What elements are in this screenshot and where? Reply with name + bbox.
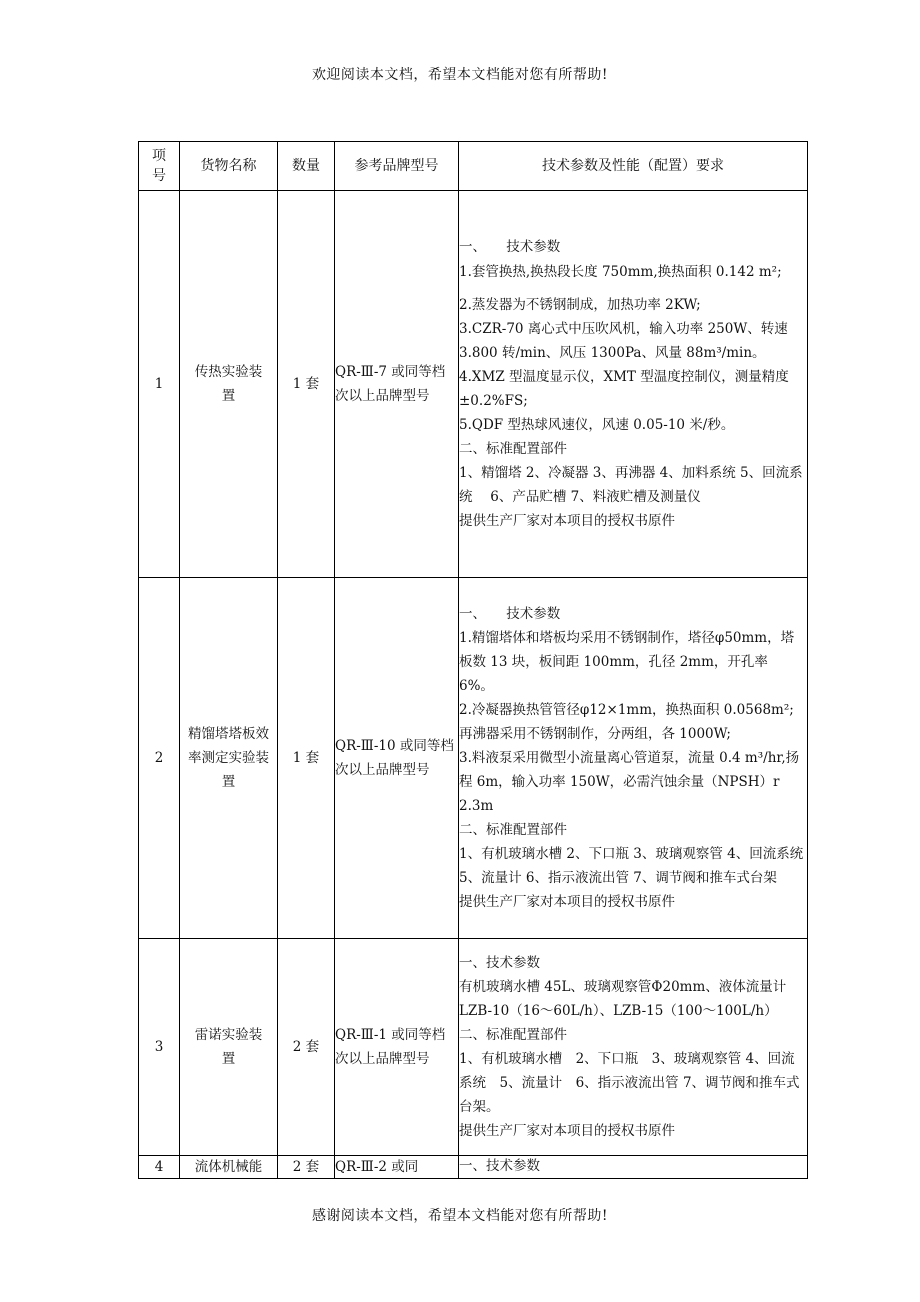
goods-name: 雷诺实验装置 (180, 939, 278, 1156)
spec-line: 二、标准配置部件 (459, 1027, 567, 1043)
equipment-spec-table (138, 141, 808, 1179)
spec-line: 5.QDF 型热球风速仪，风速 0.05-10 米/秒。 (459, 417, 735, 433)
header-tech-requirements: 技术参数及性能（配置）要求 (459, 142, 808, 191)
table-row (139, 939, 808, 1156)
reference-brand: QR-Ⅲ-2 或同 (335, 1156, 459, 1179)
spec-line: 1、有机玻璃水槽 2、下口瓶 3、玻璃观察管 4、回流系统 5、流量计 6、指示液流出管 7、调节阀和推车式台架。 (459, 1051, 800, 1115)
spec-line: 有机玻璃水槽 45L、玻璃观察管Φ20mm、液体流量计 LZB-10（16～60L/h）、LZB-15（100～100L/h） (459, 979, 787, 1019)
goods-name: 精馏塔塔板效率测定实验装置 (180, 578, 278, 939)
spec-line: 一、 技术参数 (459, 239, 561, 255)
table-row (139, 191, 808, 578)
spec-line: 2.冷凝器换热管管径φ12×1mm，换热面积 0.0568m²; (459, 702, 794, 718)
spec-line: 一、技术参数 (459, 955, 540, 971)
tech-requirements (459, 939, 808, 1156)
spec-line: 1、精馏塔 2、冷凝器 3、再沸器 4、加料系统 5、回流系统 6、产品贮槽 7、料液贮槽及测量仪 (459, 465, 803, 505)
spec-line: 4.XMZ 型温度显示仪，XMT 型温度控制仪，测量精度±0.2%FS; (459, 369, 789, 409)
item-no: 1 (139, 191, 180, 578)
table-row (139, 578, 808, 939)
spec-line: 3.CZR-70 离心式中压吹风机，输入功率 250W、转速 3.800 转/min、风压 1300Pa、风量 88m³/min。 (459, 321, 788, 361)
spec-line: 提供生产厂家对本项目的授权书原件 (459, 894, 675, 910)
quantity: 2 套 (278, 1156, 335, 1179)
item-no: 3 (139, 939, 180, 1156)
spec-line: 再沸器采用不锈钢制作，分两组，各 1000W; (459, 726, 731, 742)
header-goods-name: 货物名称 (180, 142, 278, 191)
item-no: 2 (139, 578, 180, 939)
reference-brand: QR-Ⅲ-10 或同等档次以上品牌型号 (335, 578, 459, 939)
header-quantity: 数量 (278, 142, 335, 191)
header-reference-brand: 参考品牌型号 (335, 142, 459, 191)
spec-line: 提供生产厂家对本项目的授权书原件 (459, 513, 675, 529)
page-header: 欢迎阅读本文档，希望本文档能对您有所帮助! (311, 67, 609, 83)
tech-requirements (459, 191, 808, 578)
quantity: 1 套 (278, 191, 335, 578)
quantity: 1 套 (278, 578, 335, 939)
spec-line: 3.料液泵采用微型小流量离心管道泵，流量 0.4 m³/hr,扬程 6m，输入功率 150W，必需汽蚀余量（NPSH）r 2.3m (459, 750, 800, 814)
goods-name: 传热实验装置 (180, 191, 278, 578)
quantity: 2 套 (278, 939, 335, 1156)
reference-brand: QR-Ⅲ-1 或同等档次以上品牌型号 (335, 939, 459, 1156)
tech-requirements (459, 578, 808, 939)
spec-line: 1.套管换热,换热段长度 750mm,换热面积 0.142 m²; (459, 264, 782, 280)
goods-name: 流体机械能 (180, 1156, 278, 1179)
reference-brand: QR-Ⅲ-7 或同等档次以上品牌型号 (335, 191, 459, 578)
spec-line: 1.精馏塔体和塔板均采用不锈钢制作，塔径φ50mm，塔板数 13 块，板间距 100mm，孔径 2mm，开孔率 6%。 (459, 630, 795, 694)
tech-requirements (459, 1156, 808, 1179)
spec-line: 提供生产厂家对本项目的授权书原件 (459, 1123, 675, 1139)
spec-line: 2.蒸发器为不锈钢制成，加热功率 2KW; (459, 297, 701, 313)
spec-line: 一、技术参数 (459, 1158, 540, 1174)
item-no: 4 (139, 1156, 180, 1179)
spec-line: 二、标准配置部件 (459, 822, 567, 838)
header-item-no: 项号 (139, 142, 180, 191)
spec-line: 一、 技术参数 (459, 606, 561, 622)
table-header-row (139, 142, 808, 191)
table-row (139, 1156, 808, 1179)
spec-line: 二、标准配置部件 (459, 441, 567, 457)
spec-line: 1、有机玻璃水槽 2、下口瓶 3、玻璃观察管 4、回流系统 5、流量计 6、指示液流出管 7、调节阀和推车式台架 (459, 846, 804, 886)
page-footer: 感谢阅读本文档，希望本文档能对您有所帮助! (311, 1208, 609, 1224)
